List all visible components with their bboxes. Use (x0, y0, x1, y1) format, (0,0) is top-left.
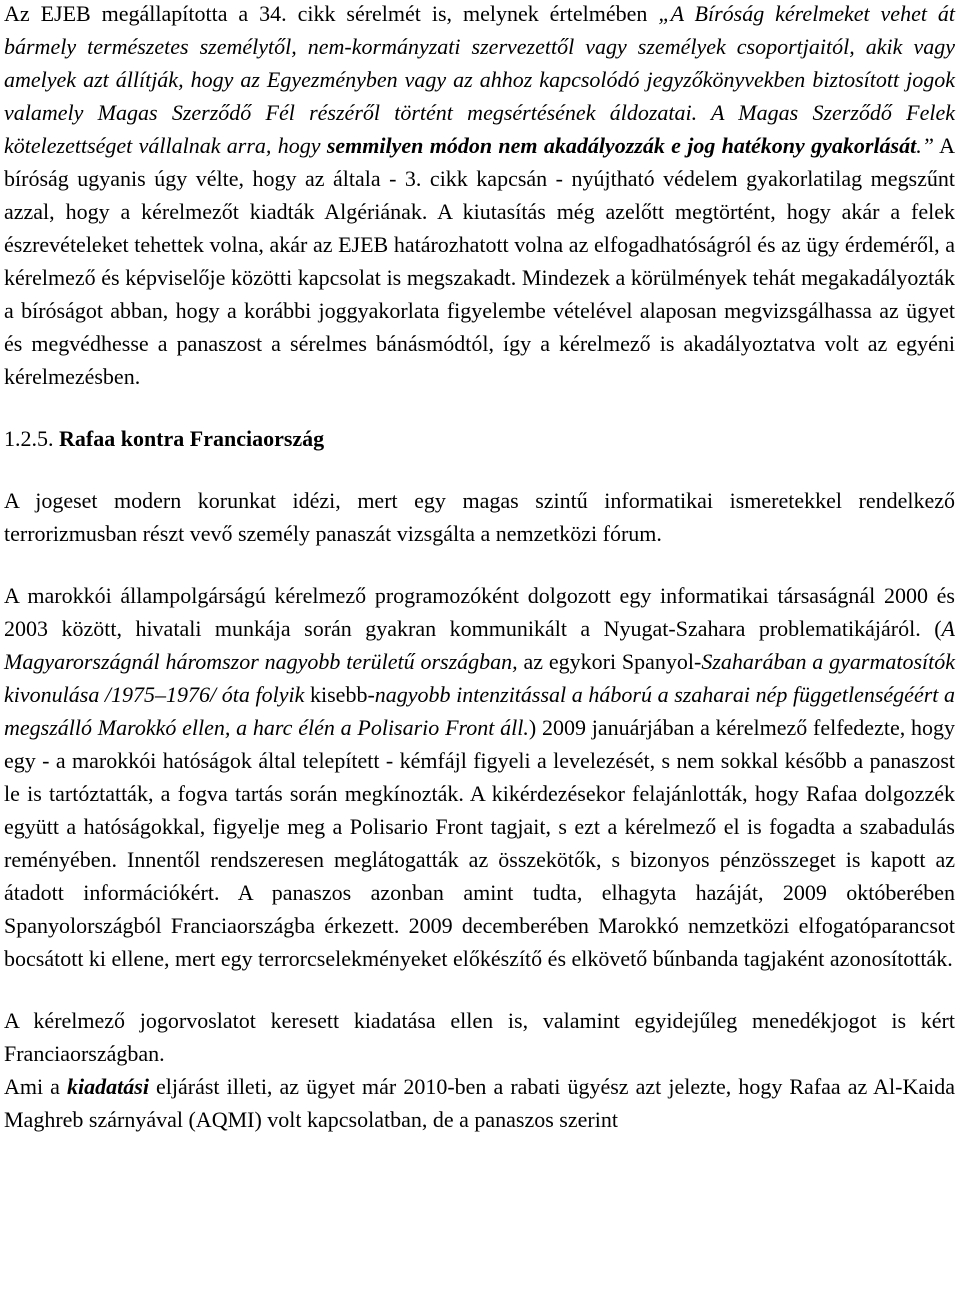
paragraph-extradition (4, 1070, 955, 1136)
text-run: ) 2009 januárjában a kérelmező felfedezte, hogy egy - a marokkói hatóságok által telepített - kémfájl figyeli a levelezését, s nem sokkal később a panaszost le is tartóztatták, a fogva tartás során megkínozták. A kikérdezésekor felajánlották, hogy Rafaa dolgozzék együtt a hatóságokkal, figyelje meg a Polisario Front tagjait, s ezt a kérelmező el is fogadta a szabadulás reményében. Innentől rendszeresen meglátogatták az összekötők, s bizonyos pénzösszeget is kapott az átadott információkért. A panaszos azonban amint tudta, elhagyta hazáját, 2009 októberében Spanyolországból Franciaországba érkezett. 2009 decemberében Marokkó nemzetközi elfogatóparancsot bocsátott ki ellene, mert egy terrorcselekményeket előkészítő és elkövető bűnbanda tagjaként azonosították. (4, 715, 955, 971)
text-run: az egykori Spanyol- (523, 649, 702, 674)
emphasized-phrase: semmilyen módon nem akadályozzák e jog hatékony gyakorlását (326, 133, 917, 158)
section-title: Rafaa kontra Franciaország (53, 426, 325, 451)
text-run: A marokkói állampolgárságú kérelmező programozóként dolgozott egy informatikai társaságnál 2000 és 2003 között, hivatali munkája során gyakran kommunikált a Nyugat-Szahara problematikájáról. ( (4, 583, 955, 641)
paragraph-ejeb-article-34 (4, 0, 955, 393)
section-number: 1.2.5. (4, 426, 54, 451)
italic-run: Szaharában a gyarmatosítók kivonulása /1975–1976/ óta folyik (4, 649, 956, 707)
italic-run: nagyobb intenzitással a háború a szaharai nép függetlenségéért a megszálló Marokkó ellen, a harc élén a Polisario Front áll. (4, 682, 955, 740)
text-run: Az EJEB megállapította a 34. cikk sérelmét is, melynek értelmében (4, 1, 659, 26)
text-run: Ami a (4, 1074, 68, 1099)
paragraph-remedy: A kérelmező jogorvoslatot keresett kiadatása ellen is, valamint egyidejűleg menedékjogot is kért Franciaországban. (4, 1008, 955, 1066)
emphasized-word: kiadatási (67, 1074, 149, 1099)
italic-run: A Magyarországnál háromszor nagyobb területű országban, (4, 616, 955, 674)
document-page (4, 0, 955, 1136)
section-heading (4, 422, 955, 455)
text-run: kisebb- (310, 682, 375, 707)
quote-end: .” (916, 133, 934, 158)
text-run: A bíróság ugyanis úgy vélte, hogy az általa - 3. cikk kapcsán - nyújtható védelem gyakorlatilag megszűnt azzal, hogy a kérelmezőt kiadták Algériának. A kiutasítás még azelőtt megtörtént, hogy akár a felek észrevételeket tehettek volna, akár az EJEB határozhatott volna az elfogadhatóságról és az ügy érdeméről, a kérelmező és képviselője közötti kapcsolat is megszakadt. Mindezek a körülmények tehát megakadályozták a bíróságot abban, hogy a korábbi joggyakorlata figyelembe vételével alaposan megvizsgálhassa az ügyet és megvédhesse a panaszost a sérelmes bánásmódtól, így a kérelmező is akadályoztatva volt az egyéni kérelmezésben. (4, 133, 955, 389)
text-run: eljárást illeti, az ügyet már 2010-ben a rabati ügyész azt jelezte, hogy Rafaa az Al-Kaida Maghreb szárnyával (AQMI) volt kapcsolatban, de a panaszos szerint (4, 1074, 955, 1132)
quote-text: „A Bíróság kérelmeket vehet át bármely természetes személytől, nem-kormányzati szervezettől vagy személyek csoportjaitól, akik vagy amelyek azt állítják, hogy az Egyezményben vagy az ahhoz kapcsolódó jegyzőkönyvekben biztosított jogok valamely Magas Szerződő Fél részéről történt megsértésének áldozatai. A Magas Szerződő Felek kötelezettséget vállalnak arra, hogy (4, 1, 956, 158)
paragraph-intro: A jogeset modern korunkat idézi, mert egy magas szintű informatikai ismeretekkel rendelkező terrorizmusban részt vevő személy panaszát vizsgálta a nemzetközi fórum. (4, 488, 955, 546)
paragraph-facts (4, 579, 955, 975)
